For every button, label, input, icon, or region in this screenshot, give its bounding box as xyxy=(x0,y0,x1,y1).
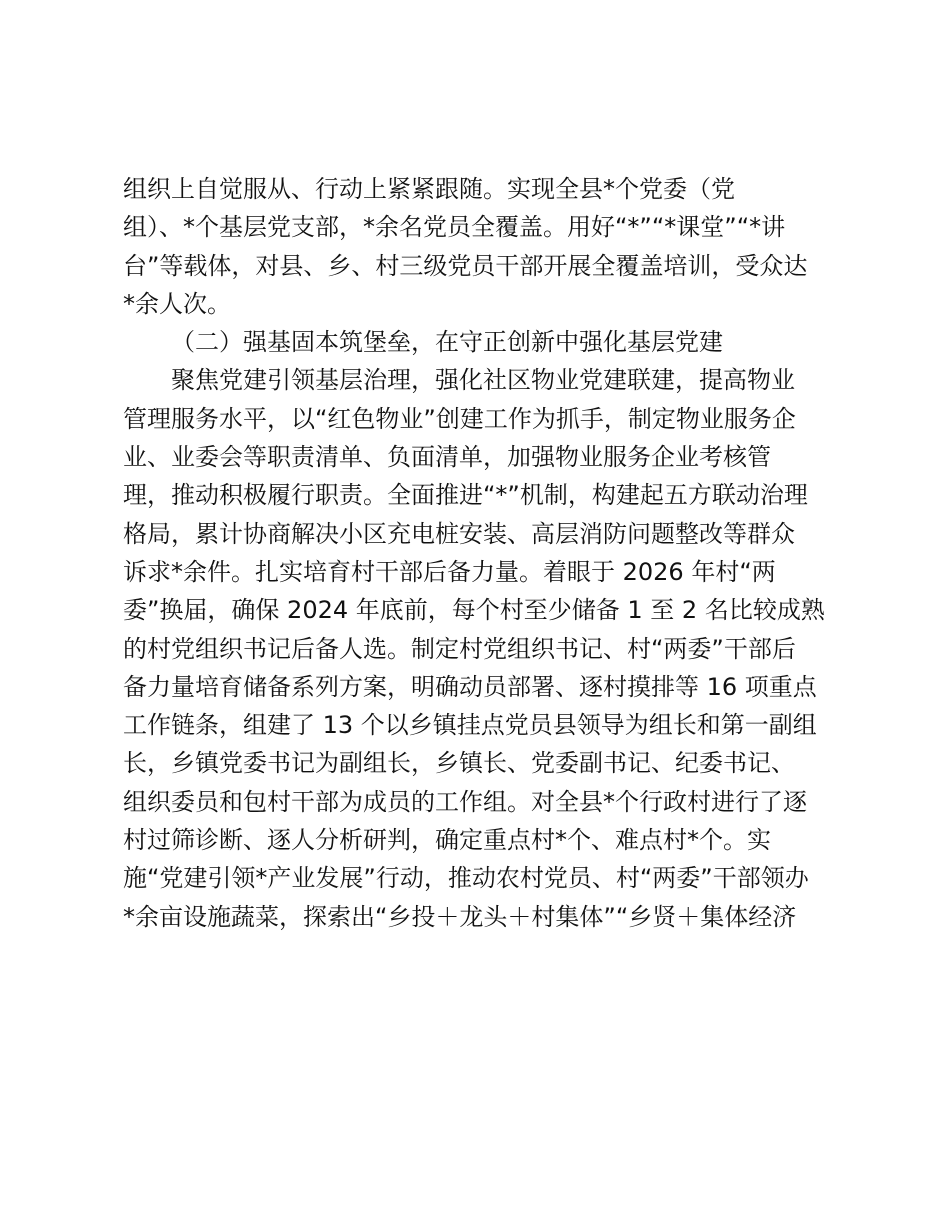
text-line: 格局，累计协商解决小区充电桩安装、高层消防问题整改等群众 xyxy=(123,519,795,548)
text-line: 管理服务水平，以“红色物业”创建工作为抓手，制定物业服务企 xyxy=(123,404,796,433)
paragraph-start: 聚焦党建引领基层治理，强化社区物业党建联建，提高物业 xyxy=(171,366,795,395)
text-line: 组织委员和包村干部为成员的工作组。对全县*个行政村进行了逐 xyxy=(123,787,807,816)
text-line: 施“党建引领*产业发展”行动，推动农村党员、村“两委”干部领办 xyxy=(123,864,809,893)
text-line: 工作链条，组建了 13 个以乡镇挂点党员县领导为组长和第一副组 xyxy=(123,711,817,740)
section-heading: （二）强基固本筑堡垒，在守正创新中强化基层党建 xyxy=(171,328,723,357)
text-line: 理，推动积极履行职责。全面推进“*”机制，构建起五方联动治理 xyxy=(123,481,808,510)
text-line: 组织上自觉服从、行动上紧紧跟随。实现全县*个党委（党 xyxy=(123,175,735,203)
text-line: 组）、*个基层党支部，*余名党员全覆盖。用好“*”“*课堂”“*讲 xyxy=(123,213,786,242)
text-line: 台”等载体，对县、乡、村三级党员干部开展全覆盖培训，受众达 xyxy=(123,251,808,280)
text-line: 村过筛诊断、逐人分析研判，确定重点村*个、难点村*个。实 xyxy=(123,826,771,855)
text-line: 长，乡镇党委书记为副组长，乡镇长、党委副书记、纪委书记、 xyxy=(123,749,795,778)
text-line: 备力量培育储备系列方案，明确动员部署、逐村摸排等 16 项重点 xyxy=(123,672,817,701)
text-line: 诉求*余件。扎实培育村干部后备力量。着眼于 2026 年村“两 xyxy=(123,557,776,586)
text-line: *余人次。 xyxy=(123,289,231,318)
text-line: 业、业委会等职责清单、负面清单，加强物业服务企业考核管 xyxy=(123,443,771,472)
text-line: 的村党组织书记后备人选。制定村党组织书记、村“两委”干部后 xyxy=(123,634,796,663)
text-line: 委”换届，确保 2024 年底前，每个村至少储备 1 至 2 名比较成熟 xyxy=(123,596,825,625)
text-line: *余亩设施蔬菜，探索出“乡投＋龙头＋村集体”“乡贤＋集体经济 xyxy=(123,902,797,931)
body-text xyxy=(123,170,843,936)
